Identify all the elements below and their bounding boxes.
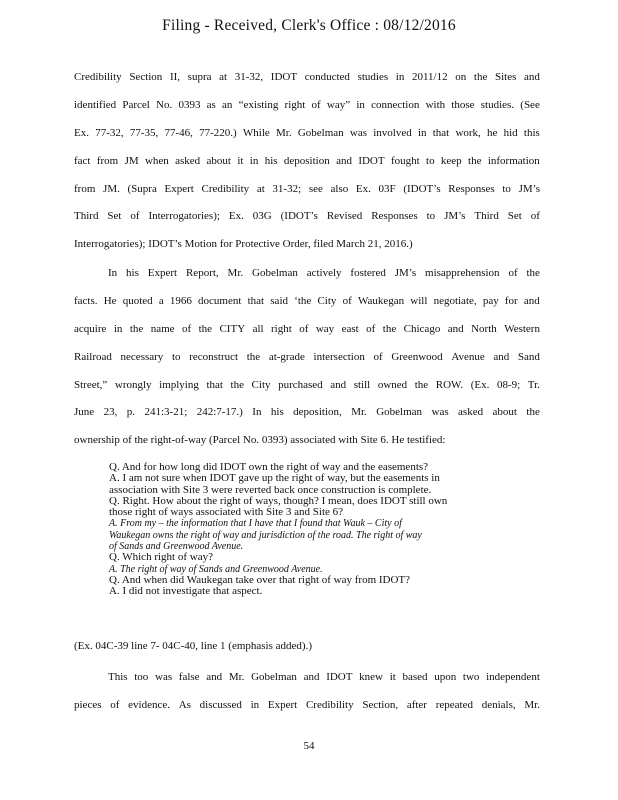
word: about: [492, 406, 517, 419]
word: work,: [455, 126, 481, 139]
word: 242:7-17.): [196, 406, 243, 419]
text-line: [74, 231, 540, 259]
quote-line: Q. Right. How about the right of ways, though? I mean, does IDOT still own: [109, 494, 448, 507]
word: Ex.: [355, 182, 371, 195]
word: for: [504, 294, 518, 307]
word: 77-32,: [95, 126, 124, 139]
word: Gobelman: [251, 671, 297, 683]
word: 77-220.): [199, 126, 237, 139]
word: JM’s: [444, 210, 466, 223]
quote-line: association with Site 3 were reverted back once construction is complete.: [109, 483, 432, 496]
word: of: [342, 294, 352, 307]
word: of: [130, 210, 140, 223]
text-line: [74, 203, 540, 231]
word: in: [250, 698, 260, 711]
word: his: [270, 406, 284, 419]
word: IDOT: [270, 71, 298, 83]
word: Avenue: [451, 350, 485, 363]
word: studies.: [480, 98, 515, 111]
word: Sites: [495, 71, 517, 83]
word: in: [356, 98, 365, 111]
word: Gobelman: [297, 126, 344, 139]
word: (IDOT’s: [280, 210, 318, 223]
word: from: [96, 154, 119, 167]
word: Revised: [326, 210, 363, 223]
word: Credibility: [201, 182, 250, 195]
word: 08-9;: [496, 378, 521, 391]
filing-header: Filing - Received, Clerk's Office : 08/12/2016: [162, 17, 456, 34]
word: Sand: [517, 350, 540, 363]
text-line: [74, 120, 540, 148]
word: and: [330, 378, 347, 391]
word: 31-32,: [234, 71, 264, 83]
word: Set: [107, 210, 122, 223]
word: will: [410, 294, 428, 307]
word: Credibility: [74, 71, 122, 83]
word: 2011/12: [411, 71, 448, 83]
word: of: [508, 267, 518, 279]
word: deposition: [283, 154, 330, 167]
word: and: [303, 671, 320, 683]
word: that: [206, 378, 223, 391]
word: Interrogatories);: [148, 210, 220, 223]
word: right: [271, 322, 292, 335]
word: Parcel: [122, 98, 150, 111]
word: repeated: [435, 698, 473, 711]
word: ‘the: [294, 294, 312, 307]
word: fought: [390, 154, 420, 167]
word: No.: [156, 98, 173, 111]
word: independent: [486, 671, 540, 683]
word: of: [366, 322, 376, 335]
word: Chicago: [403, 322, 441, 335]
word: to: [426, 210, 436, 223]
word: pieces: [74, 698, 102, 711]
word: it: [389, 671, 396, 683]
word: still: [353, 378, 371, 391]
word: knew: [359, 671, 383, 683]
word: 31-32;: [272, 182, 302, 195]
word: that: [247, 294, 265, 307]
word: the: [246, 350, 261, 363]
word: two: [462, 671, 480, 683]
word: way”: [326, 98, 351, 111]
word: on: [455, 71, 467, 83]
word: he: [487, 126, 498, 139]
word: studies: [357, 71, 389, 83]
word: reconstruct: [189, 350, 239, 363]
word: to: [426, 154, 435, 167]
text-line: [74, 64, 540, 92]
word: keep: [440, 154, 462, 167]
word: was: [349, 126, 367, 139]
quote-line-emphasis: A. From my – the information that I have that I found that Wauk – City of: [109, 518, 402, 530]
word: all: [252, 322, 264, 335]
text-line: [74, 148, 540, 176]
word: of: [373, 350, 383, 363]
word: (See: [520, 98, 540, 111]
word: fact: [74, 154, 91, 167]
word: Section,: [362, 698, 399, 711]
word: JM: [124, 154, 139, 167]
quote-line: Q. And for how long did IDOT own the right of way and the easements?: [109, 461, 429, 473]
word: implying: [159, 378, 199, 391]
word: upon: [434, 671, 457, 683]
word: based: [402, 671, 428, 683]
word: Credibility: [305, 698, 354, 711]
word: the: [382, 322, 397, 335]
text-line: [74, 288, 540, 316]
quote-line: Q. And when did Waukegan take over that right of way from IDOT?: [109, 573, 411, 586]
word: Set: [507, 210, 522, 223]
text-line: [74, 692, 540, 720]
text-line: [74, 664, 540, 692]
word: Mr.: [524, 698, 540, 711]
word: Gobelman: [376, 406, 423, 419]
word: asked: [175, 154, 201, 167]
word: Street,”: [74, 378, 108, 391]
word: discussed: [199, 698, 242, 711]
word: misapprehension: [425, 267, 500, 279]
word: the: [230, 378, 244, 391]
word: Mr.: [227, 267, 244, 279]
word: In: [108, 267, 118, 279]
text-line: [74, 176, 540, 204]
word: the: [473, 71, 488, 83]
word: the: [526, 406, 540, 419]
word: as: [206, 98, 216, 111]
paragraph-credibility: [74, 64, 540, 259]
word: Third: [74, 210, 99, 223]
word: Waukegan: [357, 294, 405, 307]
word: his: [264, 154, 278, 167]
word: Greenwood: [391, 350, 443, 363]
word: Report,: [185, 267, 219, 279]
word: evidence.: [128, 698, 170, 711]
text-line: [74, 344, 540, 372]
word: the: [414, 378, 429, 391]
word: IDOT: [358, 154, 385, 167]
word: 1966: [169, 294, 192, 307]
citation: (Ex. 04C-39 line 7- 04C-40, line 1 (emphasis added).): [74, 640, 312, 652]
word: false: [178, 671, 200, 683]
quote-line-emphasis: A. The right of way of Sands and Greenwood Avenue.: [109, 563, 323, 575]
word: (Ex.: [470, 378, 490, 391]
word: east: [341, 322, 359, 335]
quote-line-emphasis: Waukegan owns the right of way and jurisdiction of the road. The right of way: [109, 529, 422, 541]
word: at: [219, 71, 228, 83]
word: Mr.: [276, 126, 292, 139]
quote-line: Q. Which right of way?: [109, 551, 213, 564]
word: ROW.: [435, 378, 464, 391]
text-line: [74, 316, 540, 344]
word: Third: [474, 210, 499, 223]
quote-line: A. I am not sure when IDOT gave up the right of way, but the easements in: [109, 472, 440, 485]
word: quoted: [122, 294, 153, 307]
word: and: [493, 350, 510, 363]
text-line: [74, 92, 540, 120]
word: “existing: [238, 98, 279, 111]
quote-line-emphasis: of Sands and Greenwood Avenue.: [109, 541, 244, 553]
word: when: [144, 154, 169, 167]
word: Ex.: [228, 210, 244, 223]
word: with: [425, 98, 446, 111]
word: Railroad: [74, 350, 112, 363]
word: negotiate,: [433, 294, 477, 307]
word: asked: [458, 406, 484, 419]
word: connection: [371, 98, 420, 111]
word: the: [468, 154, 482, 167]
word: document: [198, 294, 242, 307]
word: wrongly: [114, 378, 152, 391]
word: supra: [187, 71, 212, 83]
word: June: [74, 406, 95, 419]
word: denials,: [481, 698, 516, 711]
word: JM.: [103, 182, 120, 195]
word: While: [242, 126, 270, 139]
word: He: [103, 294, 117, 307]
word: name: [150, 322, 175, 335]
word: North: [471, 322, 497, 335]
word: information: [487, 154, 540, 167]
word: a: [158, 294, 164, 307]
word: purchased: [278, 378, 323, 391]
text-line: [74, 372, 540, 400]
word: fostered: [350, 267, 386, 279]
word: actively: [306, 267, 342, 279]
word: the: [129, 322, 144, 335]
word: this: [523, 126, 540, 139]
word: see: [308, 182, 323, 195]
word: of: [299, 322, 309, 335]
word: (IDOT’s: [403, 182, 441, 195]
word: owned: [377, 378, 408, 391]
word: was: [155, 671, 173, 683]
word: JM’s: [394, 267, 417, 279]
word: hid: [503, 126, 518, 139]
word: Expert: [164, 182, 194, 195]
word: 77-46,: [164, 126, 193, 139]
word: necessary: [120, 350, 164, 363]
text-line: [74, 399, 540, 427]
word: Western: [504, 322, 540, 335]
paragraph-false-evidence: [74, 664, 540, 720]
word: and: [336, 154, 352, 167]
word: II,: [169, 71, 181, 83]
word: p.: [126, 406, 136, 419]
text-line-content: Interrogatories); IDOT’s Motion for Protective Order, filed March 21, 2016.): [74, 238, 413, 251]
word: Gobelman: [252, 267, 298, 279]
word: from: [74, 182, 96, 195]
word: 0393: [178, 98, 201, 111]
word: and: [524, 71, 540, 83]
word: Section: [129, 71, 163, 83]
word: identified: [74, 98, 117, 111]
word: IDOT: [326, 671, 353, 683]
word: in: [113, 322, 123, 335]
word: deposition,: [293, 406, 342, 419]
word: it: [237, 154, 244, 167]
word: 03G: [252, 210, 272, 223]
word: Ex.: [74, 126, 89, 139]
word: (Supra: [127, 182, 157, 195]
word: facts.: [74, 294, 98, 307]
word: in: [417, 126, 427, 139]
word: to: [171, 350, 181, 363]
word: This: [108, 671, 128, 683]
word: City: [251, 378, 271, 391]
word: and: [447, 322, 464, 335]
text-line: [74, 260, 540, 288]
word: Responses: [371, 210, 418, 223]
word: pay: [482, 294, 499, 307]
word: an: [222, 98, 233, 111]
text-line-content: ownership of the right-of-way (Parcel No. 0393) associated with Site 6. He testified:: [74, 434, 446, 447]
word: the: [526, 267, 540, 279]
word: that: [432, 126, 450, 139]
word: in: [395, 71, 405, 83]
word: at: [256, 182, 265, 195]
word: Mr.: [351, 406, 367, 419]
word: As: [178, 698, 191, 711]
word: to: [502, 182, 511, 195]
paragraph-expert-report: [74, 260, 540, 455]
word: of: [181, 322, 192, 335]
word: JM’s: [518, 182, 540, 195]
word: CITY: [219, 322, 246, 335]
word: Expert: [267, 698, 298, 711]
word: too: [134, 671, 149, 683]
word: and: [523, 294, 540, 307]
word: Expert: [147, 267, 178, 279]
word: Responses: [448, 182, 495, 195]
word: way: [315, 322, 335, 335]
word: acquire: [74, 322, 107, 335]
word: also: [330, 182, 349, 195]
word: intersection: [313, 350, 365, 363]
word: 77-35,: [129, 126, 159, 139]
page-number: 54: [303, 740, 315, 752]
word: In: [252, 406, 262, 419]
quote-line: those right of ways associated with Site 3 and Site 6?: [109, 506, 344, 519]
word: Mr.: [228, 671, 245, 683]
word: 23,: [103, 406, 118, 419]
word: in: [249, 154, 259, 167]
word: about: [206, 154, 231, 167]
word: 03F: [378, 182, 396, 195]
word: of: [530, 210, 540, 223]
text-line: [74, 427, 540, 455]
word: of: [110, 698, 120, 711]
word: those: [451, 98, 475, 111]
quote-line: A. I did not investigate that aspect.: [109, 585, 263, 598]
deposition-block-quote: [109, 462, 504, 598]
word: at-grade: [268, 350, 305, 363]
word: after: [406, 698, 427, 711]
word: and: [206, 671, 223, 683]
word: of: [311, 98, 321, 111]
word: his: [126, 267, 139, 279]
word: involved: [373, 126, 412, 139]
word: conducted: [304, 71, 350, 83]
word: was: [431, 406, 449, 419]
word: said: [270, 294, 289, 307]
word: right: [284, 98, 306, 111]
word: the: [198, 322, 213, 335]
word: 241:3-21;: [144, 406, 188, 419]
word: Tr.: [527, 378, 540, 391]
word: City: [317, 294, 337, 307]
